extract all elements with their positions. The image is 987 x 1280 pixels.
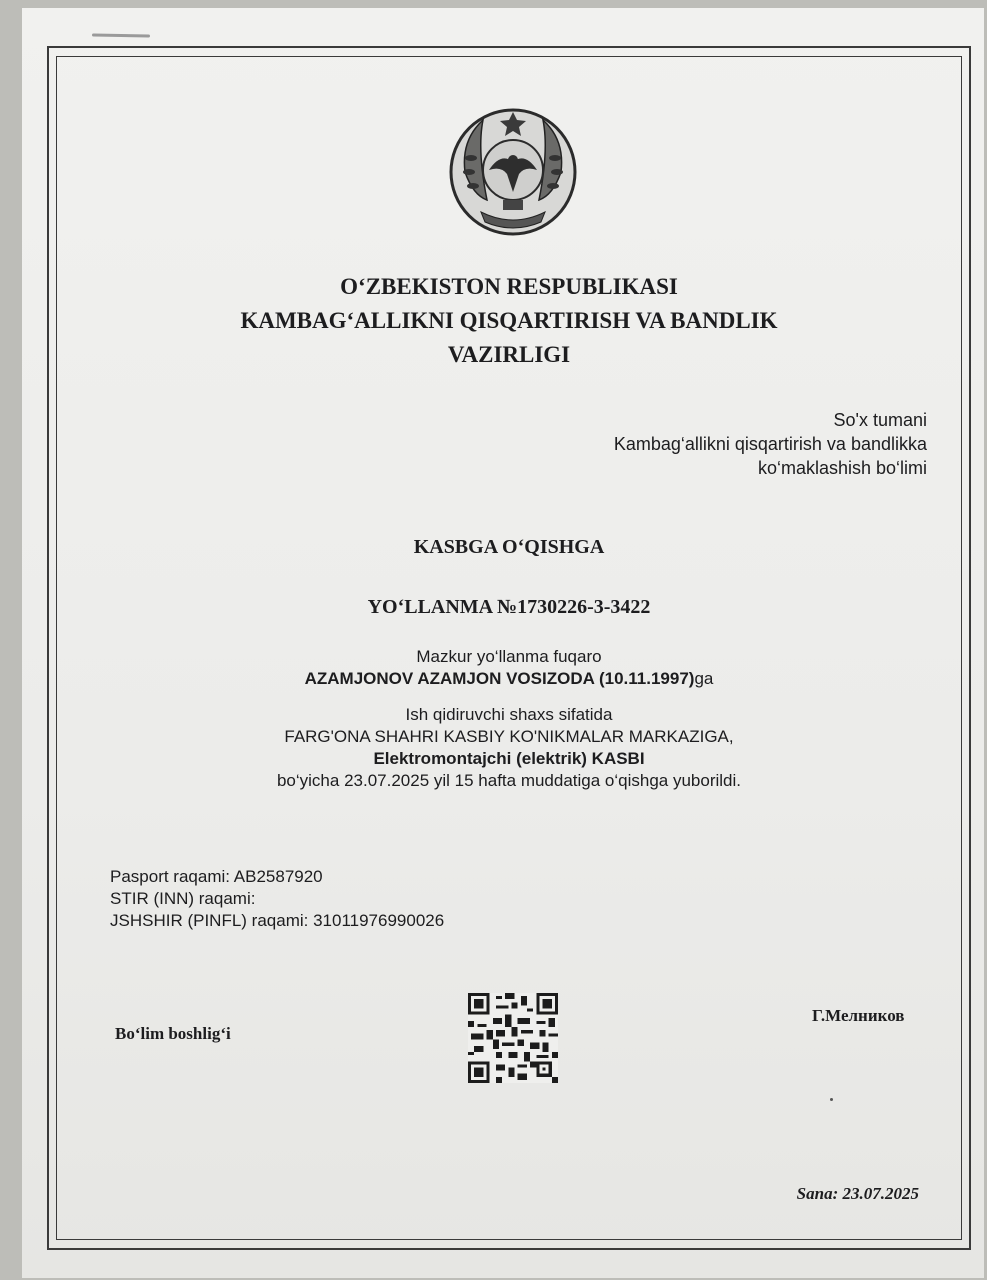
body-intro: Mazkur yo‘llanma fuqaro [416, 647, 602, 666]
body-institution: FARG'ONA SHAHRI KASBIY KO'NIKMALAR MARKAZIGA, [284, 727, 734, 746]
recipient-block [507, 408, 927, 480]
paper-speck [830, 1098, 833, 1101]
body-status: Ish qidiruvchi shaxs sifatida [405, 705, 613, 724]
body-text [56, 646, 962, 792]
jshshir-number: JSHSHIR (PINFL) raqami: 31011976990026 [110, 911, 445, 930]
recipient-line-1: So'x tumani [833, 410, 927, 430]
stir-number: STIR (INN) raqami: [110, 889, 256, 908]
ministry-line-2: KAMBAG‘ALLIKNI QISQARTIRISH VA BANDLIK [240, 308, 778, 333]
ministry-header [56, 270, 962, 372]
citizen-suffix: ga [694, 669, 714, 688]
citizen-line [56, 668, 962, 690]
identifiers-block [110, 866, 444, 932]
body-closing: bo‘yicha 23.07.2025 yil 15 hafta muddatiga o‘qishga yuborildi. [276, 771, 742, 790]
body-profession: Elektromontajchi (elektrik) KASBI [373, 749, 645, 768]
citizen-name: AZAMJONOV AZAMJON VOSIZODA (10.11.1997) [304, 669, 695, 688]
qr-code-icon[interactable] [468, 993, 558, 1083]
document-title: KASBGA O‘QISHGA [413, 536, 605, 558]
state-emblem-icon [443, 100, 583, 240]
recipient-line-3: ko‘maklashish bo‘limi [757, 458, 927, 478]
passport-number: Pasport raqami: AB2587920 [110, 867, 323, 886]
recipient-line-2: Kambag‘allikni qisqartirish va bandlikka [613, 434, 927, 454]
issue-date: Sana: 23.07.2025 [796, 1184, 919, 1203]
signatory-name: Г.Мелников [812, 1006, 905, 1025]
ministry-line-3: VAZIRLIGI [447, 342, 571, 367]
signature-position: Bo‘lim boshlig‘i [115, 1024, 231, 1043]
ministry-line-1: O‘ZBEKISTON RESPUBLIKASI [340, 274, 678, 299]
document-number: YO‘LLANMA №1730226-3-3422 [367, 596, 651, 618]
